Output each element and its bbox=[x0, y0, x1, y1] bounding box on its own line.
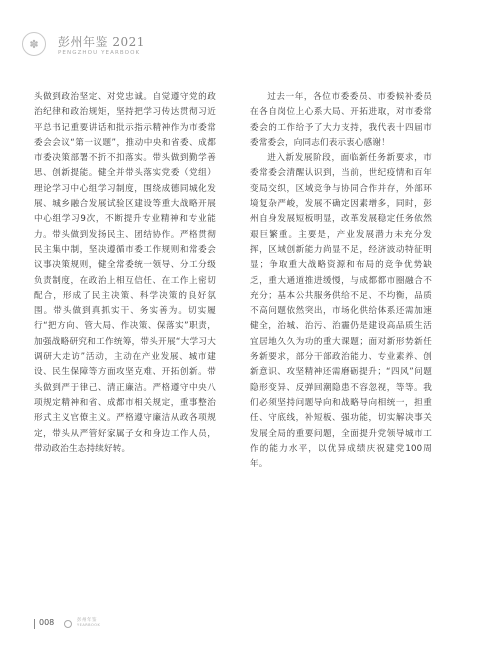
pengzhou-emblem-icon: ✽ bbox=[22, 32, 46, 56]
left-text-column bbox=[34, 90, 216, 457]
page-footer bbox=[34, 618, 234, 638]
footer-subtitle: YEARBOOK bbox=[77, 623, 101, 627]
footer-divider bbox=[34, 619, 35, 629]
paragraph: 头做到政治坚定、对党忠诚。自觉遵守党的政治纪律和政治规矩，坚持把学习传达贯彻习近平总书记重要讲话和批示指示精神作为市委常委会会议“第一议题”，推动中央和省委、成都市委决策部署不折不扣落实。带头做到勤学善思、创新提能。健全并带头落实党委（党组）理论学习中心组学习制度，围绕成德同城化发展、城乡融合发展试验区建设等重大战略开展中心组学习9次，不断提升专业精神和专业能力。带头做到发扬民主、团结协作。严格贯彻民主集中制，坚决遵循市委工作规则和常委会议事决策规则，健全常委统一领导、分工分级负责制度，在政治上相互信任、在工作上密切配合，形成了民主决策、科学决策的良好氛围。带头做到真抓实干、务实善为。切实履行“把方向、管大局、作决策、保落实”职责，加强战略研究和工作统筹，带头开展“大学习大调研大走访”活动，主动在产业发展、城市建设、民生保障等方面攻坚克难、开拓创新。带头做到严于律己、清正廉洁。严格遵守中央八项规定精神和省、成都市相关规定，重事整治形式主义官僚主义。严格遵守廉洁从政各项规定，带头从严管好家属子女和身边工作人员，带动政治生态持续好转。 bbox=[34, 92, 216, 454]
yearbook-title: 彭州年鉴 2021 bbox=[58, 35, 145, 49]
footer-emblem-icon bbox=[64, 620, 72, 628]
right-text-column bbox=[250, 90, 432, 472]
paragraph: 过去一年，各位市委委员、市委候补委员在各自岗位上心系大局、开拓进取，对市委常委会的工作给予了大力支持，我代表十四届市委常委会，向同志们表示衷心感谢！ bbox=[250, 92, 432, 148]
footer-title: 彭州年鉴 bbox=[77, 618, 97, 623]
page-number: 008 bbox=[39, 618, 55, 627]
yearbook-subtitle: PENGZHOU YEARBOOK bbox=[58, 50, 141, 56]
page-header bbox=[22, 28, 145, 64]
paragraph: 进入新发展阶段，面临新任务新要求，市委常委会清醒认识到，当前，世纪疫情和百年变局交织，区域竞争与协同合作并存，外部环境复杂严峻，发展不确定因素增多，同时，彭州自身发展短板明显，改革发展稳定任务依然艰巨繁重。主要是，产业发展潜力未充分发挥，区域创新能力尚显不足，经济波动特征明显；争取重大战略资源和布局的竞争优势缺乏，重大通道推进缓慢，与成都都市圈融合不充分；基本公共服务供给不足、不均衡，品质不高问题依然突出，市场化供给体系还需加速健全，治城、治污、治霾仍是建设高品质生活宜居地久久为功的重大课题；面对新形势新任务新要求，部分干部政治能力、专业素养、创新意识、攻坚精神还需磨砺提升；“四风”问题隐形变异、反弹回潮隐患不容忽视，等等。我们必须坚持问题导向和战略导向相统一，担重任、守底线，补短板、强功能，切实解决事关发展全局的重要问题，全面提升党领导城市工作的能力水平，以优异成绩庆祝建党100周年。 bbox=[250, 153, 432, 470]
